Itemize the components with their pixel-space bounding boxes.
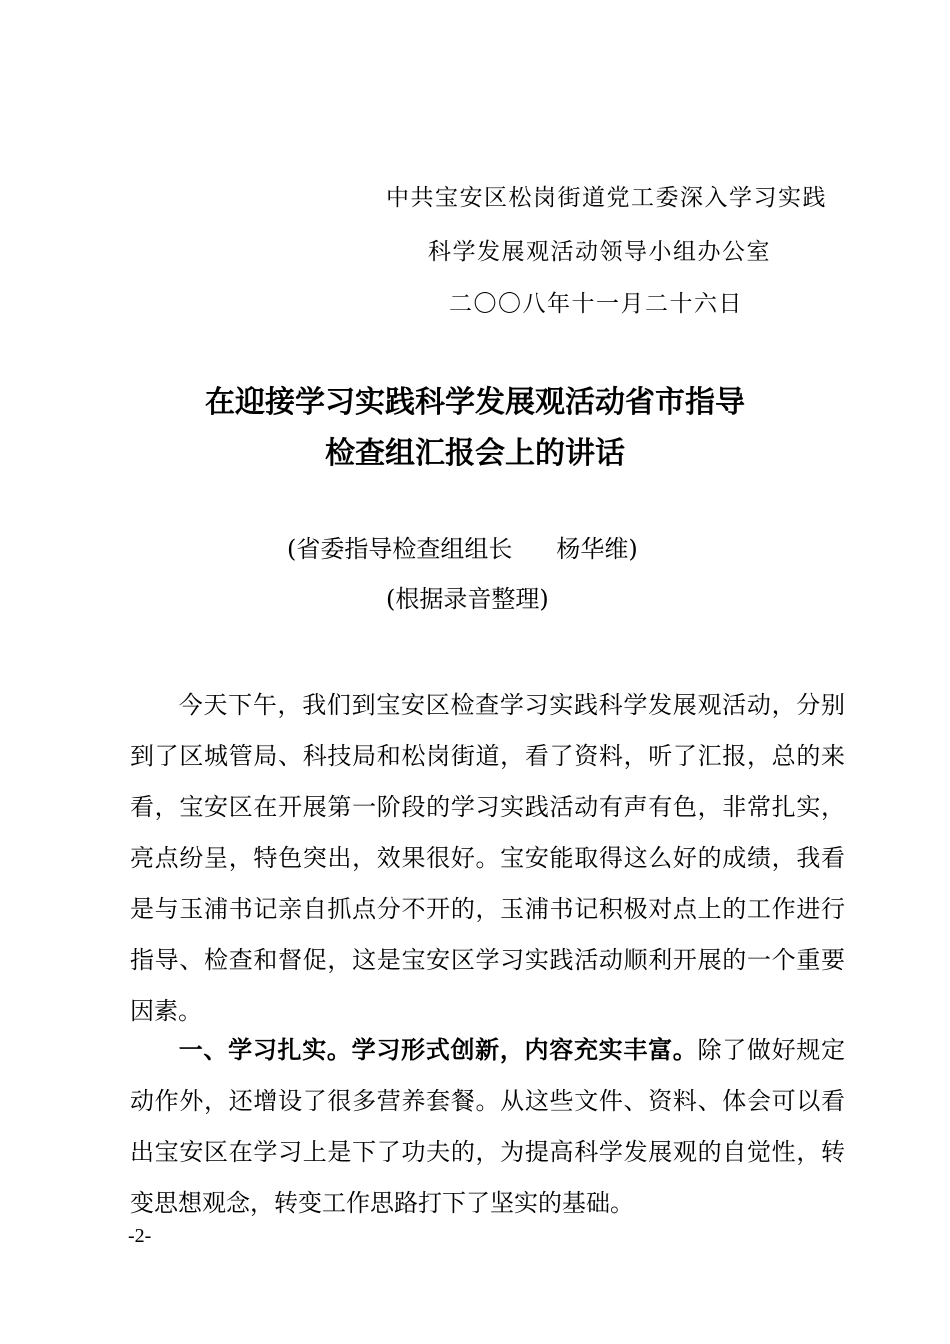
issue-date: 二〇〇八年十一月二十六日 — [449, 291, 743, 317]
speaker-role: (省委指导检查组组长 — [287, 535, 513, 563]
issuer-line-2: 科学发展观活动领导小组办公室 — [428, 239, 771, 265]
document-title-line-2: 检查组汇报会上的讲话 — [325, 436, 625, 471]
document-title-line-1: 在迎接学习实践科学发展观活动省市指导 — [205, 385, 745, 420]
section-heading-1: 一、学习扎实。学习形式创新，内容充实丰富。 — [178, 1036, 698, 1064]
issuer-line-1: 中共宝安区松岗街道党工委深入学习实践 — [386, 185, 827, 211]
speaker-name: 杨华维) — [556, 535, 638, 563]
speaker-line — [287, 534, 638, 564]
paragraph-1-text: 今天下午，我们到宝安区检查学习实践科学发展观活动，分别到了区城管局、科技局和松岗街道，看了资料，听了汇报，总的来看，宝安区在开展第一阶段的学习实践活动有声有色，非常扎实，亮点纷呈，特色突出，效果很好。宝安能取得这么好的成绩，我看是与玉浦书记亲自抓点分不开的，玉浦书记积极对点上的工作进行指导、检查和督促，这是宝安区学习实践活动顺利开展的一个重要因素。 — [130, 691, 845, 1025]
page-number: -2- — [128, 1225, 152, 1247]
paragraph-2-text: 除了做好规定动作外，还增设了很多营养套餐。从这些文件、资料、体会可以看出宝安区在学习上是下了功夫的，为提高科学发展观的自觉性，转变思想观念，转变工作思路打下了坚实的基础。 — [130, 1036, 846, 1217]
paragraph-2 — [130, 1025, 845, 1229]
transcription-note: (根据录音整理) — [386, 585, 549, 613]
paragraph-1 — [130, 680, 845, 1037]
